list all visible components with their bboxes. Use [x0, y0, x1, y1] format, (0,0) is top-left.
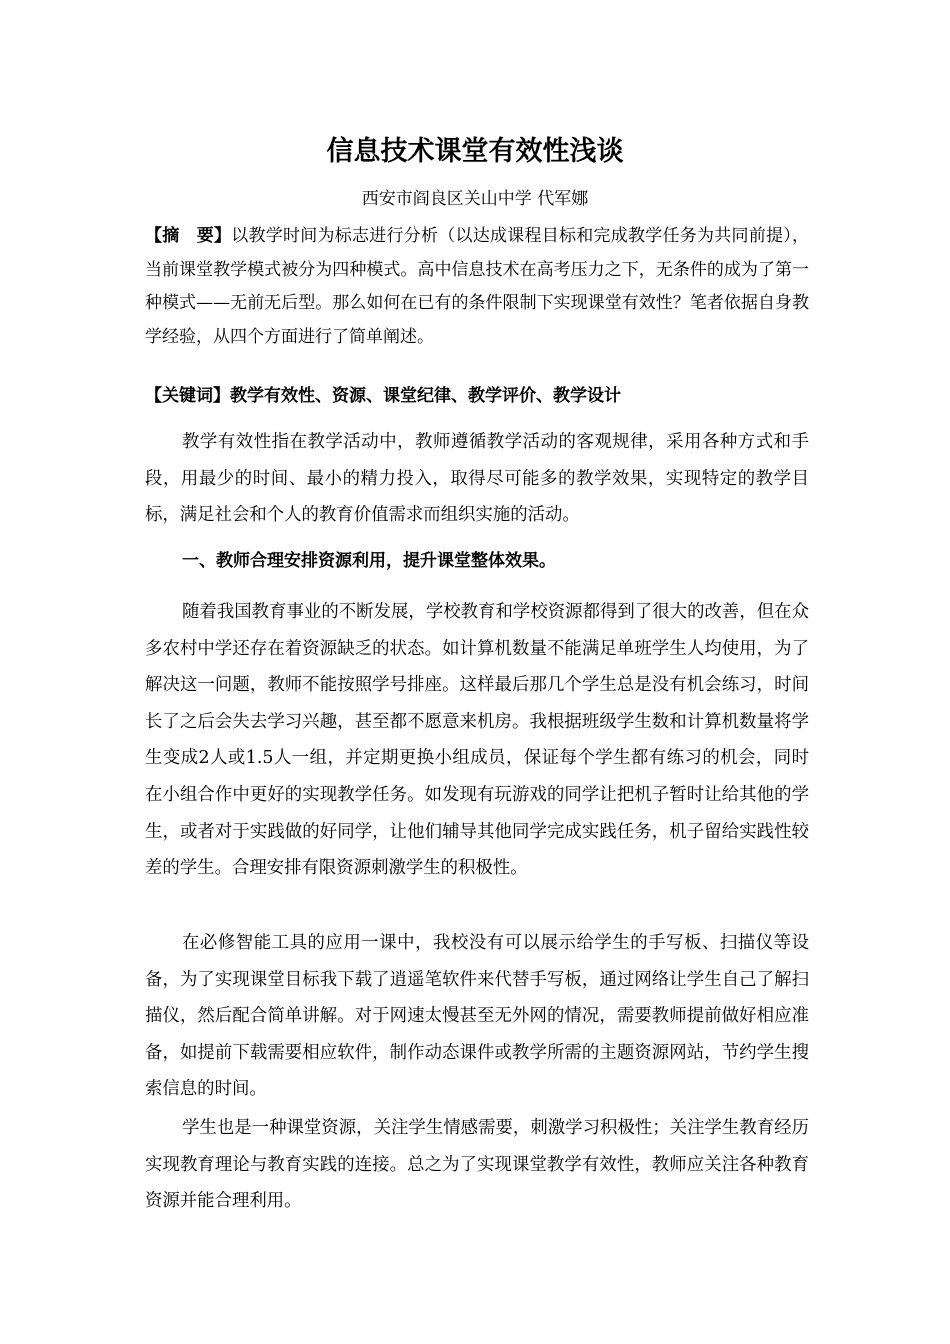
- body-paragraph-students: 学生也是一种课堂资源，关注学生情感需要，刺激学习积极性；关注学生教育经历实现教育理论与教育实践的连接。总之为了实现课堂教学有效性，教师应关注各种教育资源并能合理利用。: [145, 1118, 809, 1212]
- section-heading-1: 一、教师合理安排资源利用，提升课堂整体效果。: [182, 551, 556, 571]
- body-paragraph-definition: 教学有效性指在教学活动中，教师遵循教学活动的客观规律，采用各种方式和手段，用最少的时间、最小的精力投入，取得尽可能多的教学效果，实现特定的教学目标，满足社会和个人的教育价值需求而组织实施的活动。: [145, 432, 809, 526]
- body-paragraph-tools: 在必修智能工具的应用一课中，我校没有可以展示给学生的手写板、扫描仪等设备，为了实现课堂目标我下载了逍遥笔软件来代替手写板，通过网络让学生自己了解扫描仪，然后配合简单讲解。对于网速太慢甚至无外网的情况，需要教师提前做好相应准备，如提前下载需要相应软件，制作动态课件或教学所需的主题资源网站，节约学生搜索信息的时间。: [145, 933, 809, 1100]
- keywords: [145, 380, 809, 412]
- keywords-text: 教学有效性、资源、课堂纪律、教学评价、教学设计: [230, 386, 621, 406]
- body-paragraph-resources: 随着我国教育事业的不断发展，学校教育和学校资源都得到了很大的改善，但在众多农村中学还存在着资源缺乏的状态。如计算机数量不能满足单班学生人均使用，为了解决这一问题，教师不能按照学号排座。这样最后那几个学生总是没有机会练习，时间长了之后会失去学习兴趣，甚至都不愿意来机房。我根据班级学生数和计算机数量将学生变成2人或1.5人一组，并定期更换小组成员，保证每个学生都有练习的机会，同时在小组合作中更好的实现教学任务。如发现有玩游戏的同学让把机子暂时让给其他的学生，或者对于实践做的好同学，让他们辅导其他同学完成实践任务，机子留给实践性较差的学生。合理安排有限资源刺激学生的积极性。: [145, 602, 809, 879]
- keywords-label: 【关键词】: [145, 386, 230, 406]
- document-title: 信息技术课堂有效性浅谈: [326, 136, 624, 167]
- abstract-text: 以教学时间为标志进行分析（以达成课程目标和完成教学任务为共同前提），当前课堂教学模式被分为四种模式。高中信息技术在高考压力之下，无条件的成为了第一种模式——无前无后型。那么如何在已有的条件限制下实现课堂有效性？笔者依据自身教学经验，从四个方面进行了简单阐述。: [145, 226, 809, 347]
- author-byline: 西安市阎良区关山中学 代军娜: [361, 189, 589, 209]
- abstract: [145, 220, 809, 354]
- abstract-label: 【摘 要】: [145, 226, 232, 246]
